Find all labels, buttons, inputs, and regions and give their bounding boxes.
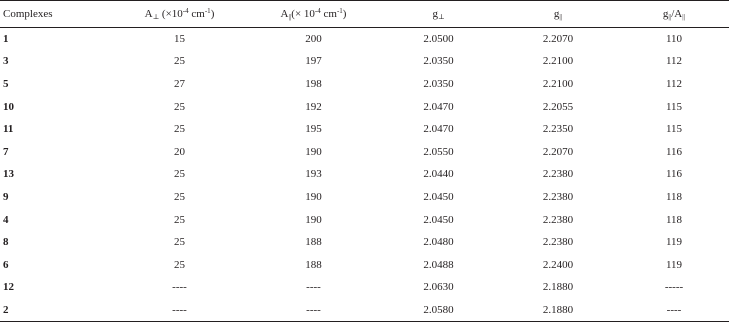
cell-g-parallel: 2.2400 [542, 258, 574, 271]
cell-g-over-a-ratio: 118 [665, 190, 683, 203]
cell-a-perpendicular: 25 [174, 168, 185, 181]
cell-g-parallel: 2.2380 [542, 190, 574, 203]
header-row [0, 1, 729, 28]
cell-g-over-a-ratio: ----- [664, 281, 684, 294]
cell-g-parallel: 2.2070 [542, 145, 574, 158]
cell-complex-id: 9 [3, 190, 9, 203]
cell-g-over-a-ratio: 116 [665, 168, 683, 181]
cell-g-perpendicular: 2.0440 [423, 168, 454, 181]
cell-g-perpendicular: 2.0450 [423, 190, 454, 203]
table-row [0, 231, 729, 254]
cell-g-over-a-ratio: 116 [665, 145, 683, 158]
cell-g-over-a-ratio: 119 [665, 236, 683, 249]
cell-g-over-a-ratio: 115 [665, 100, 683, 113]
table-row [0, 276, 729, 299]
cell-g-over-a-ratio: 118 [665, 213, 683, 226]
cell-g-over-a-ratio: 112 [665, 55, 683, 68]
cell-a-parallel: ---- [247, 299, 380, 322]
cell-g-perpendicular: 2.0350 [423, 55, 454, 68]
cell-g-parallel: 2.2070 [542, 33, 574, 46]
cell-complex-id: 8 [3, 236, 9, 249]
cell-g-parallel: 2.2350 [542, 123, 574, 136]
table-row [0, 50, 729, 73]
cell-a-perpendicular: 25 [174, 100, 185, 113]
cell-complex-id: 7 [3, 145, 9, 158]
cell-g-perpendicular: 2.0350 [423, 77, 454, 90]
cell-g-parallel: 2.2055 [542, 100, 574, 113]
cell-complex-id: 10 [3, 100, 14, 113]
header-g-parallel: $g_{||}$ [497, 1, 619, 28]
cell-g-perpendicular: 2.0450 [423, 213, 454, 226]
table-row [0, 118, 729, 141]
cell-g-perpendicular: 2.0550 [423, 145, 454, 158]
cell-a-parallel: 188 [305, 236, 322, 249]
cell-a-parallel: 190 [305, 145, 322, 158]
cell-a-perpendicular: 15 [174, 33, 185, 46]
header-a-perpendicular: $A_\perp$ ($\times 10^{-4}$ $cm^{-1}$) [112, 1, 247, 28]
cell-g-over-a-ratio: 119 [665, 258, 683, 271]
cell-a-parallel: ---- [306, 281, 321, 294]
header-g-over-a-ratio: $g_{||}/A_{||}$ [619, 1, 729, 28]
cell-complex-id: 1 [3, 33, 9, 46]
cell-a-perpendicular: 27 [174, 77, 185, 90]
cell-complex-id: 3 [3, 55, 9, 68]
cell-g-over-a-ratio: 110 [665, 33, 683, 46]
table-row [0, 73, 729, 96]
cell-g-perpendicular: 2.0480 [423, 236, 454, 249]
cell-g-perpendicular: 2.0500 [423, 33, 454, 46]
cell-g-parallel: 2.2380 [542, 213, 574, 226]
cell-a-parallel: 192 [305, 100, 322, 113]
cell-a-parallel: 188 [305, 258, 322, 271]
cell-a-perpendicular: ---- [112, 299, 247, 322]
cell-a-perpendicular: 25 [174, 236, 185, 249]
cell-complex-id: 12 [3, 281, 14, 294]
cell-g-perpendicular: 2.0580 [380, 299, 497, 322]
table-row [0, 208, 729, 231]
cell-g-parallel: 2.2380 [542, 168, 574, 181]
table-row [0, 140, 729, 163]
table-row [0, 28, 729, 51]
header-g-perpendicular: $g_\perp$ [380, 1, 497, 28]
cell-a-parallel: 190 [305, 213, 322, 226]
cell-complex-id: 5 [3, 77, 9, 90]
table-row [0, 163, 729, 186]
cell-a-perpendicular: 25 [174, 190, 185, 203]
cell-a-parallel: 195 [305, 123, 322, 136]
cell-g-parallel: 2.2100 [542, 77, 574, 90]
table-row [0, 299, 729, 322]
cell-a-perpendicular: 25 [174, 258, 185, 271]
cell-g-parallel: 2.2380 [542, 236, 574, 249]
cell-g-parallel: 2.2100 [542, 55, 574, 68]
table-row [0, 186, 729, 209]
cell-g-perpendicular: 2.0488 [423, 258, 454, 271]
cell-a-parallel: 190 [305, 190, 322, 203]
cell-a-perpendicular: 25 [174, 213, 185, 226]
cell-complex-id: 2 [0, 299, 112, 322]
cell-complex-id: 13 [3, 168, 14, 181]
cell-a-parallel: 197 [305, 55, 322, 68]
cell-g-over-a-ratio: 112 [665, 77, 683, 90]
cell-g-parallel: 2.1880 [497, 299, 619, 322]
cell-g-over-a-ratio: 115 [665, 123, 683, 136]
cell-a-parallel: 193 [305, 168, 322, 181]
table-row [0, 253, 729, 276]
cell-a-parallel: 198 [305, 77, 322, 90]
table-header [0, 1, 729, 28]
cell-a-perpendicular: ---- [172, 281, 187, 294]
cell-a-parallel: 200 [305, 33, 322, 46]
cell-a-perpendicular: 25 [174, 55, 185, 68]
cell-g-parallel: 2.1880 [542, 281, 574, 294]
cell-a-perpendicular: 25 [174, 123, 185, 136]
cell-g-perpendicular: 2.0470 [423, 123, 454, 136]
table-row [0, 95, 729, 118]
cell-complex-id: 4 [3, 213, 9, 226]
cell-g-perpendicular: 2.0630 [423, 281, 454, 294]
cell-complex-id: 6 [3, 258, 9, 271]
header-complexes: Complexes [0, 1, 112, 28]
cell-a-perpendicular: 20 [174, 145, 185, 158]
cell-g-perpendicular: 2.0470 [423, 100, 454, 113]
table-body [0, 28, 729, 322]
header-a-parallel: $A_{||}(\times 10^{-4}$ $cm^{-1}$) [247, 1, 380, 28]
cell-g-over-a-ratio: ---- [619, 299, 729, 322]
cell-complex-id: 11 [3, 123, 14, 136]
